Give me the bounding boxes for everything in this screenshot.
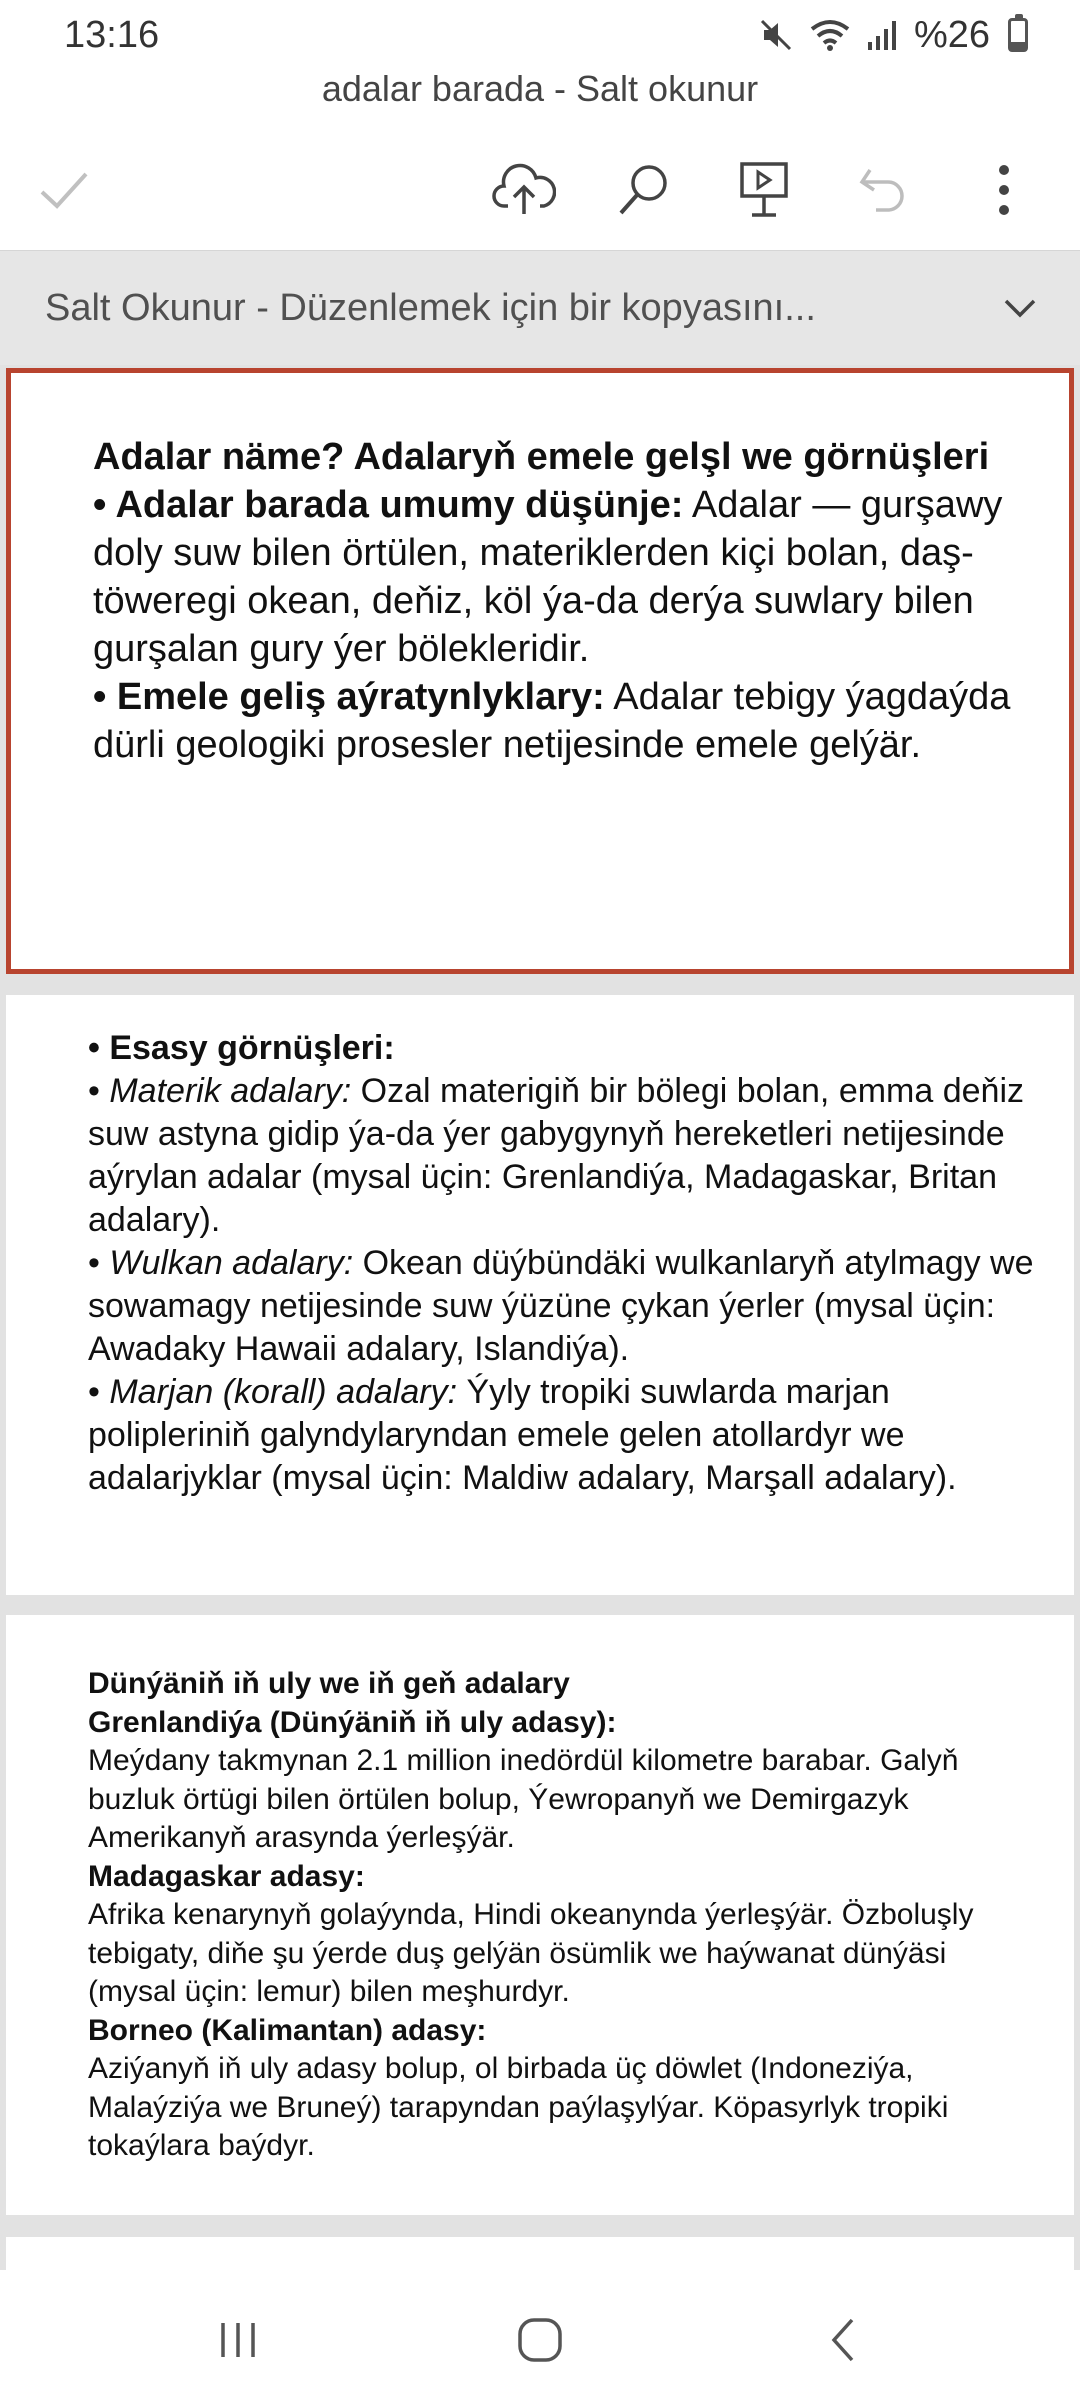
navigation-bar bbox=[0, 2270, 1080, 2408]
more-options-icon[interactable] bbox=[972, 158, 1036, 222]
slide-3-heading: Dünýäniň iň uly we iň geň adalary bbox=[88, 1667, 570, 1700]
status-bar bbox=[0, 0, 1080, 70]
slide-1-p2-text: Adalar tebigy ýagdaýda dürli geologiki prosesler netijesinde emele gelýär. bbox=[93, 676, 1011, 766]
slide-3-section-2-title: Madagaskar adasy: bbox=[88, 1859, 365, 1893]
slide-1-p1-label: • Adalar barada umumy düşünje: bbox=[93, 484, 684, 526]
toolbar bbox=[0, 130, 1080, 250]
recent-apps-icon[interactable] bbox=[198, 2300, 278, 2380]
slide-3-section-1-title: Grenlandiýa (Dünýäniň iň uly adasy): bbox=[88, 1705, 617, 1739]
slide-thumbnail-1[interactable] bbox=[6, 368, 1074, 974]
slide-1-paragraph-1 bbox=[93, 481, 1033, 673]
back-icon[interactable] bbox=[802, 2300, 882, 2380]
slide-thumbnail-3[interactable] bbox=[6, 1615, 1074, 2215]
slide-3-section-3-text: Aziýanyň iň uly adasy bolup, ol birbada üç döwlet (Indoneziýa, Malaýziýa we Bruneý) tarapyndan paýlaşylýar. Köpasyrlyk tropiki tokaýlara baýdyr. bbox=[88, 2052, 949, 2162]
slide-2-item-1-text: Ozal materigiň bir bölegi bolan, emma deňiz suw astyna gidip ýa-da ýer gabygynyň hereketleri netijesinde aýrylan adalar (mysal üçin: Grenlandiýa, Madagaskar, Britan adalary). bbox=[88, 1072, 1025, 1239]
battery-icon bbox=[1008, 18, 1028, 52]
slide-thumbnail-2[interactable] bbox=[6, 995, 1074, 1595]
battery-text: %26 bbox=[913, 13, 990, 56]
search-icon[interactable] bbox=[612, 158, 676, 222]
slide-3-content bbox=[88, 1665, 1038, 2166]
cloud-upload-icon[interactable] bbox=[492, 158, 556, 222]
slide-2-item-3 bbox=[88, 1371, 1038, 1500]
slide-3-section-2-text: Afrika kenarynyň golaýynda, Hindi okeanynda ýerleşýär. Özboluşly tebigaty, diňe şu ýerde duş gelýän ösümlik we haýwanat dünýäsi (mysal üçin: lemur) bilen meşhurdyr. bbox=[88, 1898, 974, 2008]
checkmark-icon[interactable] bbox=[32, 158, 96, 222]
slide-2-item-1-title: Materik adalary: bbox=[109, 1072, 352, 1110]
wifi-icon bbox=[808, 17, 852, 53]
slide-3-section-1-text: Meýdany takmynan 2.1 million inedördül kilometre barabar. Galyň buzluk örtügi bilen örtülen bolup, Ýewropanyň we Demirgazyk Amerikanyň arasynda ýerleşýär. bbox=[88, 1744, 959, 1854]
slide-1-content bbox=[93, 433, 1033, 769]
home-icon[interactable] bbox=[500, 2300, 580, 2380]
slide-1-p1-text: Adalar — gurşawy doly suw bilen örtülen, materiklerden kiçi bolan, daş-töweregi okean, deňiz, köl ýa-da derýa suwlary bilen gurşalan gury ýer bölekleridir. bbox=[93, 484, 1003, 670]
slide-thumbnail-4[interactable] bbox=[6, 2237, 1074, 2270]
chevron-down-icon[interactable] bbox=[1000, 293, 1040, 323]
bullet: • bbox=[88, 1072, 110, 1110]
status-time: 13:16 bbox=[64, 13, 160, 56]
bullet: • bbox=[88, 1244, 110, 1282]
slide-2-heading: • Esasy görnüşleri: bbox=[88, 1029, 395, 1067]
slides-area[interactable] bbox=[0, 365, 1080, 2270]
slide-2-item-2 bbox=[88, 1242, 1038, 1371]
slide-3-section-3-title: Borneo (Kalimantan) adasy: bbox=[88, 2013, 487, 2047]
bullet: • bbox=[88, 1373, 110, 1411]
status-icons bbox=[758, 14, 1028, 57]
presentation-icon[interactable] bbox=[732, 158, 796, 222]
slide-1-p2-label: • Emele geliş aýratynlyklary: bbox=[93, 676, 605, 718]
read-only-banner[interactable] bbox=[0, 250, 1080, 365]
slide-2-item-2-text: Okean düýbündäki wulkanlaryň atylmagy we sowamagy netijesinde suw ýüzüne çykan ýerler (mysal üçin: Awadaky Hawaii adalary, Islandiýa). bbox=[88, 1244, 1034, 1368]
slide-2-content bbox=[88, 1027, 1038, 1500]
slide-2-item-3-text: Ýyly tropiki suwlarda marjan polipleriniň galyndylaryndan emele gelen atollardyr we adalarjyklar (mysal üçin: Maldiw adalary, Marşall adalary). bbox=[88, 1373, 957, 1497]
slide-1-heading: Adalar näme? Adalaryň emele gelşl we görnüşleri bbox=[93, 436, 990, 478]
slide-2-item-1 bbox=[88, 1070, 1038, 1242]
banner-text: Salt Okunur - Düzenlemek için bir kopyasını... bbox=[45, 286, 816, 329]
signal-icon bbox=[866, 18, 900, 52]
document-title: adalar barada - Salt okunur bbox=[321, 68, 759, 109]
slide-2-item-2-title: Wulkan adalary: bbox=[109, 1244, 354, 1282]
undo-icon[interactable] bbox=[852, 158, 916, 222]
mute-icon bbox=[758, 17, 794, 53]
slide-1-paragraph-2 bbox=[93, 673, 1033, 769]
slide-2-item-3-title: Marjan (korall) adalary: bbox=[109, 1373, 458, 1411]
